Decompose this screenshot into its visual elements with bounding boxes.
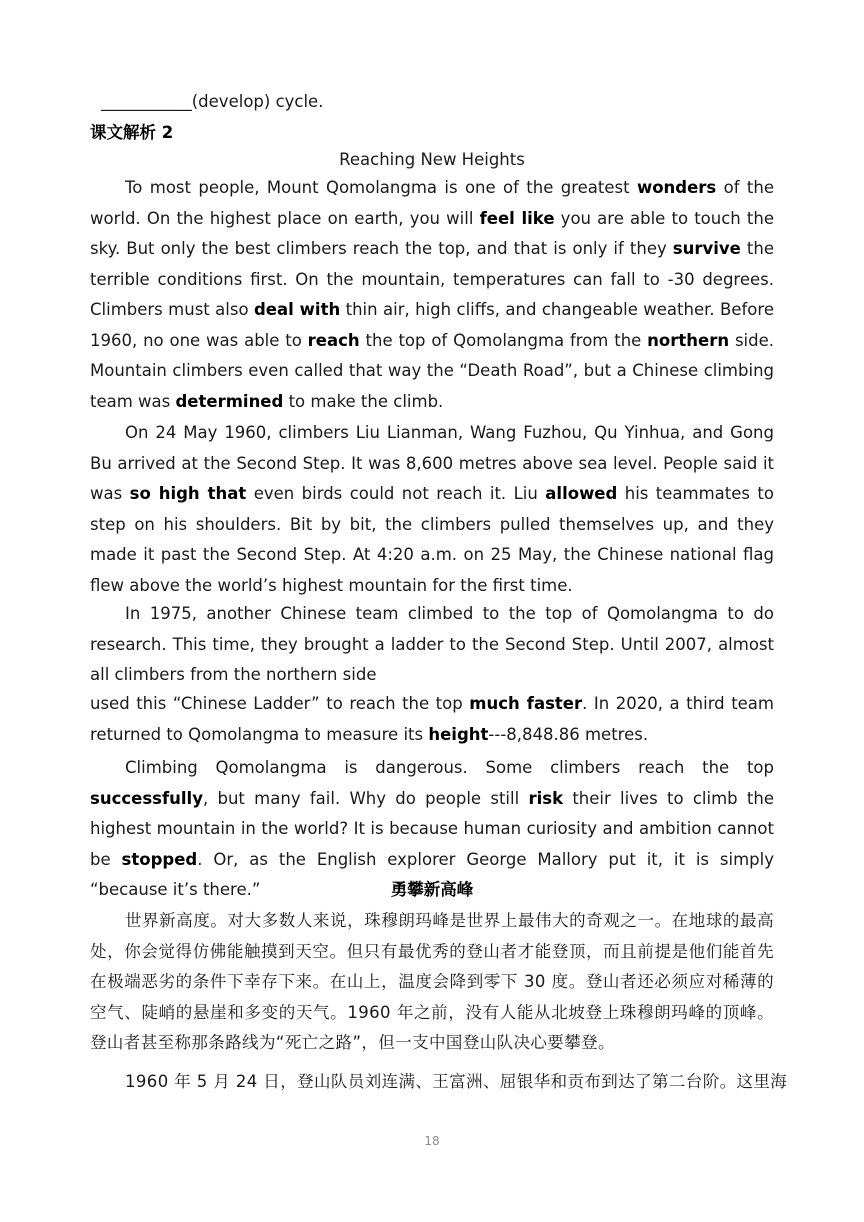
- english-title: Reaching New Heights: [339, 150, 525, 169]
- english-paragraph-2: On 24 May 1960, climbers Liu Lianman, Wang Fuzhou, Qu Yinhua, and Gong Bu arrived at the Second Step. It was 8,600 metres above sea level. People said it was so high that even birds could not reach it. Liu allowed his teammates to step on his shoulders. Bit by bit, the climbers pulled themselves up, and they made it past the Second Step. At 4:20 a.m. on 25 May, the Chinese national flag flew above the world’s highest mountain for the first time.: [90, 423, 774, 595]
- english-paragraph-3-part-1: In 1975, another Chinese team climbed to the top of Qomolangma to do research. This time, they brought a ladder to the Second Step. Until 2007, almost all climbers from the northern side: [90, 604, 774, 684]
- page-number: 18: [424, 1134, 440, 1148]
- english-paragraph-1: To most people, Mount Qomolangma is one of the greatest wonders of the world. On the highest place on earth, you will feel like you are able to touch the sky. But only the best climbers reach the top, and that is only if they survive the terrible conditions first. On the mountain, temperatures can fall to -30 degrees. Climbers must also deal with thin air, high cliffs, and changeable weather. Before 1960, no one was able to reach the top of Qomolangma from the northern side. Mountain climbers even called that way the “Death Road”, but a Chinese climbing team was determined to make the climb.: [90, 178, 775, 411]
- chinese-title: 勇攀新高峰: [390, 880, 474, 899]
- english-paragraph-3-part-2: used this “Chinese Ladder” to reach the top much faster. In 2020, a third team returned to Qomolangma to measure its height---8,848.86 metres.: [90, 694, 774, 744]
- chinese-paragraph-2: 1960 年 5 月 24 日，登山队员刘连满、王富洲、屈银华和贡布到达了第二台阶。这里海: [125, 1072, 788, 1091]
- chinese-paragraph-1: 世界新高度。对大多数人来说，珠穆朗玛峰是世界上最伟大的奇观之一。在地球的最高处，你会觉得仿佛能触摸到天空。但只有最优秀的登山者才能登顶，而且前提是他们能首先在极端恶劣的条件下幸存下来。在山上，温度会降到零下 30 度。登山者还必须应对稀薄的空气、陡峭的悬崖和多变的天气。1960 年之前，没有人能从北坡登上珠穆朗玛峰的顶峰。登山者甚至称那条路线为“死亡之路”，但一支中国登山队决心要攀登。: [90, 911, 774, 1052]
- english-paragraph-4: Climbing Qomolangma is dangerous. Some climbers reach the top successfully, but many fail. Why do people still risk their lives to climb the highest mountain in the world? It is because human curiosity and ambition cannot be stopped. Or, as the English explorer George Mallory put it, it is simply “because it’s there.”: [90, 758, 775, 899]
- fill-in-blank-line: ___________(develop) cycle.: [101, 92, 324, 111]
- section-heading: 课文解析 2: [90, 123, 174, 142]
